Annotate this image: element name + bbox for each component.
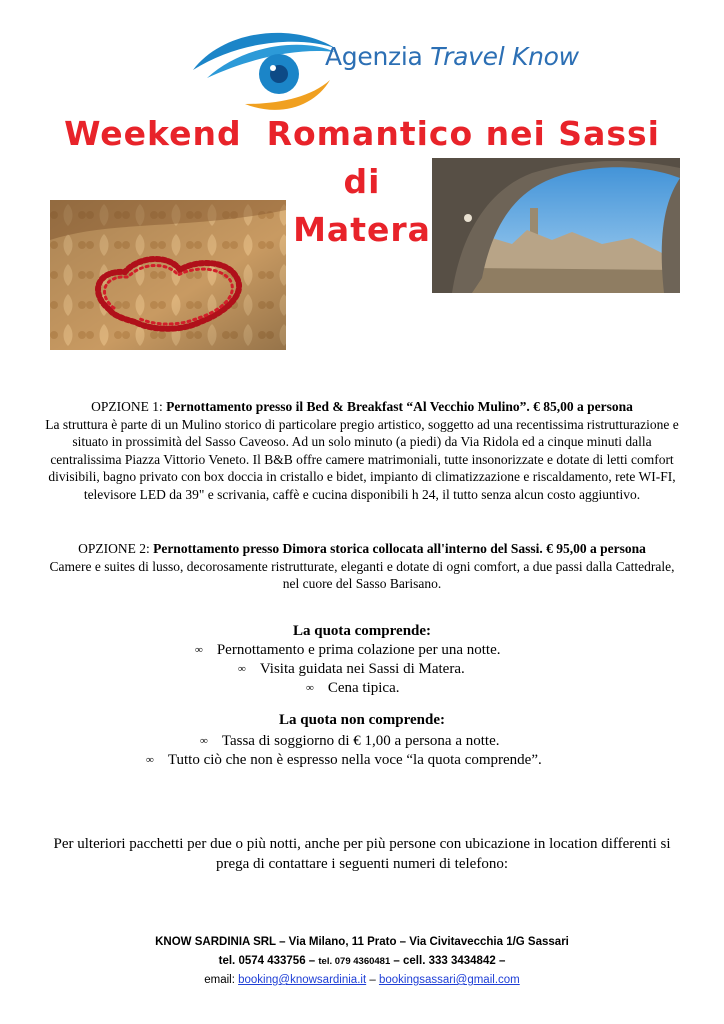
option-1-header (40, 398, 684, 416)
page-title: Weekend Romantico nei Sassi di Matera (64, 114, 660, 249)
more-info-text: Per ulteriori pacchetti per due o più notti, anche per più persone con ubicazione in location differenti si prega di contattare i seguenti numeri di telefono: (53, 836, 671, 872)
footer-email-label: email: (204, 974, 239, 986)
footer-phones-c: – cell. 333 3434842 – (390, 955, 506, 967)
infinity-bullet-icon: ∞ (195, 644, 203, 656)
includes-item (306, 678, 399, 699)
option-2 (40, 540, 684, 593)
infinity-bullet-icon: ∞ (306, 682, 314, 694)
footer-phones (0, 955, 724, 967)
option-2-heading: Pernottamento presso Dimora storica collocata all'interno del Sassi. € 95,00 a persona (153, 541, 646, 556)
includes-item-text: Pernottamento e prima colazione per una notte. (216, 642, 501, 658)
footer-emails (0, 974, 724, 986)
infinity-bullet-icon: ∞ (146, 754, 154, 766)
excludes-item-text: Tassa di soggiorno di € 1,00 a persona a notte. (221, 733, 500, 749)
option-1-heading: Pernottamento presso il Bed & Breakfast “Al Vecchio Mulino”. € 85,00 a persona (166, 399, 633, 414)
option-2-label: OPZIONE 2: (78, 541, 154, 556)
rose-petal-heart-photo (50, 200, 286, 350)
footer-phones-b: tel. 079 4360481 (318, 956, 391, 967)
brand-name (325, 42, 579, 71)
agency-logo (185, 18, 579, 118)
footer-email-separator: – (366, 974, 379, 986)
excludes-title: La quota non comprende: (279, 712, 445, 728)
option-1-description: La struttura è parte di un Mulino storico di particolare pregio artistico, soggetto ad una recentissima ristrutturazione e situato in prossimità del Sasso Caveoso. Ad un solo minuto (a piedi) da Via Ridola ed a cinque minuti dalla centralissima Piazza Vittorio Veneto. Il B&B offre camere matrimoniali, tutte insonorizzate e dotate di letti comfort divisibili, bagno privato con box doccia in cristallo e bidet, impianto di climatizzazione e riscaldamento, rete WI-FI, televisore LED da 39" e scrivania, caffè e cucina disponibili h 24, il tutto senza alcun costo aggiuntivo. (45, 416, 679, 502)
footer-phones-a: tel. 0574 433756 – (218, 955, 319, 967)
excludes-item (200, 731, 500, 752)
infinity-bullet-icon: ∞ (238, 663, 246, 675)
excludes-item-text: Tutto ciò che non è espresso nella voce “la quota comprende”. (167, 752, 542, 768)
matera-sassi-photo (432, 158, 680, 293)
infinity-bullet-icon: ∞ (200, 735, 208, 747)
brand-name-part1: Agenzia (325, 42, 431, 71)
includes-item (195, 640, 501, 661)
option-2-header (40, 540, 684, 558)
email-link-bookingsassari[interactable]: bookingsassari@gmail.com (378, 974, 520, 986)
email-link-booking[interactable]: booking@knowsardinia.it (238, 974, 367, 986)
option-2-description: Camere e suites di lusso, decorosamente ristrutturate, eleganti e dotate di ogni comfort, a due passi dalla Cattedrale, nel cuore del Sasso Barisano. (49, 558, 675, 592)
option-1-label: OPZIONE 1: (91, 399, 167, 414)
excludes-item (146, 750, 542, 771)
brand-name-part2: Travel Know (430, 42, 579, 71)
footer-company-text: KNOW SARDINIA SRL – Via Milano, 11 Prato – Via Civitavecchia 1/G Sassari (155, 936, 569, 948)
includes-item (238, 659, 465, 680)
footer-company (0, 936, 724, 948)
includes-item-text: Cena tipica. (327, 680, 400, 696)
option-1 (40, 398, 684, 504)
includes-title: La quota comprende: (292, 623, 432, 639)
includes-item-text: Visita guidata nei Sassi di Matera. (259, 661, 465, 677)
